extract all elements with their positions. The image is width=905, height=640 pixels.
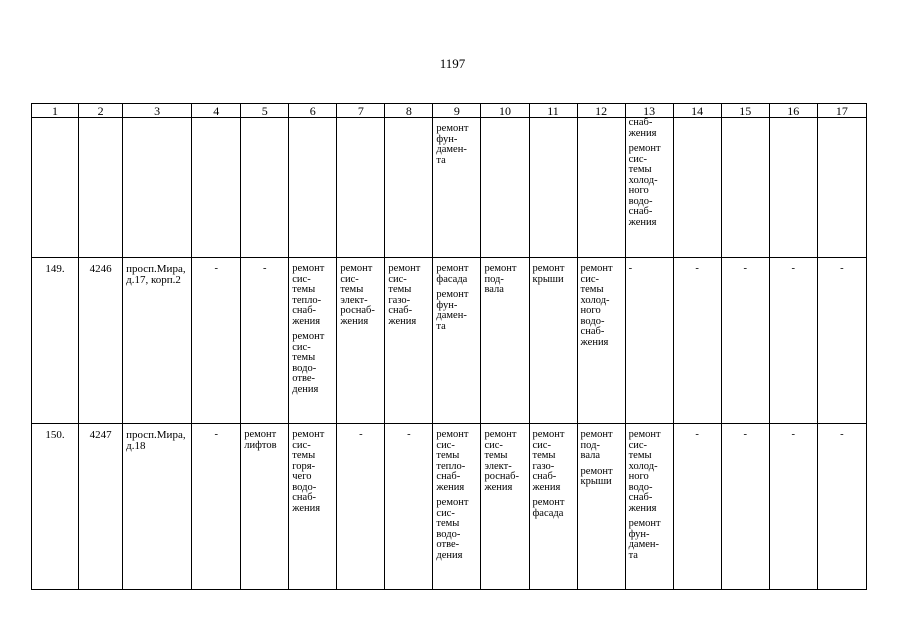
column-header-1: 1 (32, 104, 79, 118)
work-cell-col9 (433, 258, 481, 424)
work-item: ремонт сис- темы водо- отве- дения (292, 331, 325, 395)
table-cell (769, 118, 817, 258)
address: просп.Мира, д.18 (126, 429, 186, 452)
work-cell-col5 (241, 424, 289, 590)
table-cell (577, 118, 625, 258)
table-cell (721, 118, 769, 258)
work-cell-col11 (529, 258, 577, 424)
column-header-4: 4 (192, 104, 241, 118)
table-cell (32, 118, 79, 258)
work-item: снаб- жения (628, 117, 657, 139)
row-number: 150. (32, 424, 79, 590)
work-item: ремонт под- вала (484, 263, 517, 295)
work-item: ремонт фасада (532, 497, 565, 519)
column-header-6: 6 (289, 104, 337, 118)
empty-dash: - (769, 258, 817, 424)
work-item: ремонт сис- темы холод- ного водо- снаб- жения (628, 143, 661, 228)
empty-dash: - (337, 424, 385, 590)
work-item: ремонт фун- дамен- та (436, 289, 469, 332)
address-cell (123, 258, 192, 424)
building-code: 4246 (79, 258, 123, 424)
row-number: 149. (32, 258, 79, 424)
work-item: ремонт фасада (436, 263, 469, 285)
empty-dash: - (385, 424, 433, 590)
work-cell-col12 (577, 424, 625, 590)
work-item: ремонт сис- темы холод- ного водо- снаб- жения (628, 429, 661, 514)
work-item: ремонт сис- темы горя- чего водо- снаб- жения (292, 429, 325, 514)
table-cell (192, 118, 241, 258)
column-header-10: 10 (481, 104, 529, 118)
empty-dash: - (817, 258, 866, 424)
column-header-2: 2 (79, 104, 123, 118)
table-cell (79, 118, 123, 258)
continuation-row (32, 118, 867, 258)
work-cell-col9 (433, 118, 481, 258)
column-header-13: 13 (625, 104, 673, 118)
column-header-8: 8 (385, 104, 433, 118)
work-item: ремонт сис- темы газо- снаб- жения (388, 263, 421, 327)
table-cell (481, 118, 529, 258)
empty-dash: - (192, 424, 241, 590)
work-item: ремонт сис- темы холод- ного водо- снаб- жения (580, 263, 613, 348)
column-header-3: 3 (123, 104, 192, 118)
empty-dash: - (817, 424, 866, 590)
table-cell (241, 118, 289, 258)
table-cell (289, 118, 337, 258)
column-header-11: 11 (529, 104, 577, 118)
work-cell-col7 (337, 258, 385, 424)
column-header-16: 16 (769, 104, 817, 118)
work-cell-col11 (529, 424, 577, 590)
column-header-14: 14 (673, 104, 721, 118)
table-row (32, 258, 867, 424)
work-item: ремонт крыши (532, 263, 565, 285)
column-header-17: 17 (817, 104, 866, 118)
work-cell-col6 (289, 258, 337, 424)
work-cell-col13 (625, 424, 673, 590)
column-header-7: 7 (337, 104, 385, 118)
work-item: ремонт сис- темы водо- отве- дения (436, 497, 469, 561)
address: просп.Мира, д.17, корп.2 (126, 263, 186, 286)
work-item: ремонт лифтов (244, 429, 277, 451)
column-header-5: 5 (241, 104, 289, 118)
work-item: ремонт сис- темы газо- снаб- жения (532, 429, 565, 493)
column-header-9: 9 (433, 104, 481, 118)
work-item: ремонт сис- темы элект- роснаб- жения (340, 263, 375, 327)
work-cell-col8 (385, 258, 433, 424)
header-row (32, 104, 867, 118)
table-cell (123, 118, 192, 258)
work-item: ремонт под- вала (580, 429, 613, 461)
empty-dash: - (625, 258, 673, 424)
empty-dash: - (769, 424, 817, 590)
empty-dash: - (721, 424, 769, 590)
work-cell-col9 (433, 424, 481, 590)
page-number: 1197 (439, 56, 466, 71)
work-cell-col13 (625, 118, 673, 258)
empty-dash: - (673, 258, 721, 424)
repair-schedule-table (31, 103, 867, 590)
empty-dash: - (721, 258, 769, 424)
work-cell-col12 (577, 258, 625, 424)
work-item: ремонт фун- дамен- та (436, 123, 469, 166)
column-header-12: 12 (577, 104, 625, 118)
work-item: ремонт сис- темы тепло- снаб- жения (292, 263, 325, 327)
building-code: 4247 (79, 424, 123, 590)
work-item: ремонт сис- темы тепло- снаб- жения (436, 429, 469, 493)
address-cell (123, 424, 192, 590)
empty-dash: - (673, 424, 721, 590)
work-item: ремонт фун- дамен- та (628, 518, 661, 561)
column-header-15: 15 (721, 104, 769, 118)
empty-dash: - (192, 258, 241, 424)
table-cell (385, 118, 433, 258)
table-cell (337, 118, 385, 258)
table-row (32, 424, 867, 590)
work-cell-col10 (481, 258, 529, 424)
table-cell (529, 118, 577, 258)
work-cell-col10 (481, 424, 529, 590)
work-cell-col6 (289, 424, 337, 590)
table-cell (817, 118, 866, 258)
work-item: ремонт крыши (580, 465, 613, 487)
work-item: ремонт сис- темы элект- роснаб- жения (484, 429, 519, 493)
table-cell (673, 118, 721, 258)
empty-dash: - (241, 258, 289, 424)
